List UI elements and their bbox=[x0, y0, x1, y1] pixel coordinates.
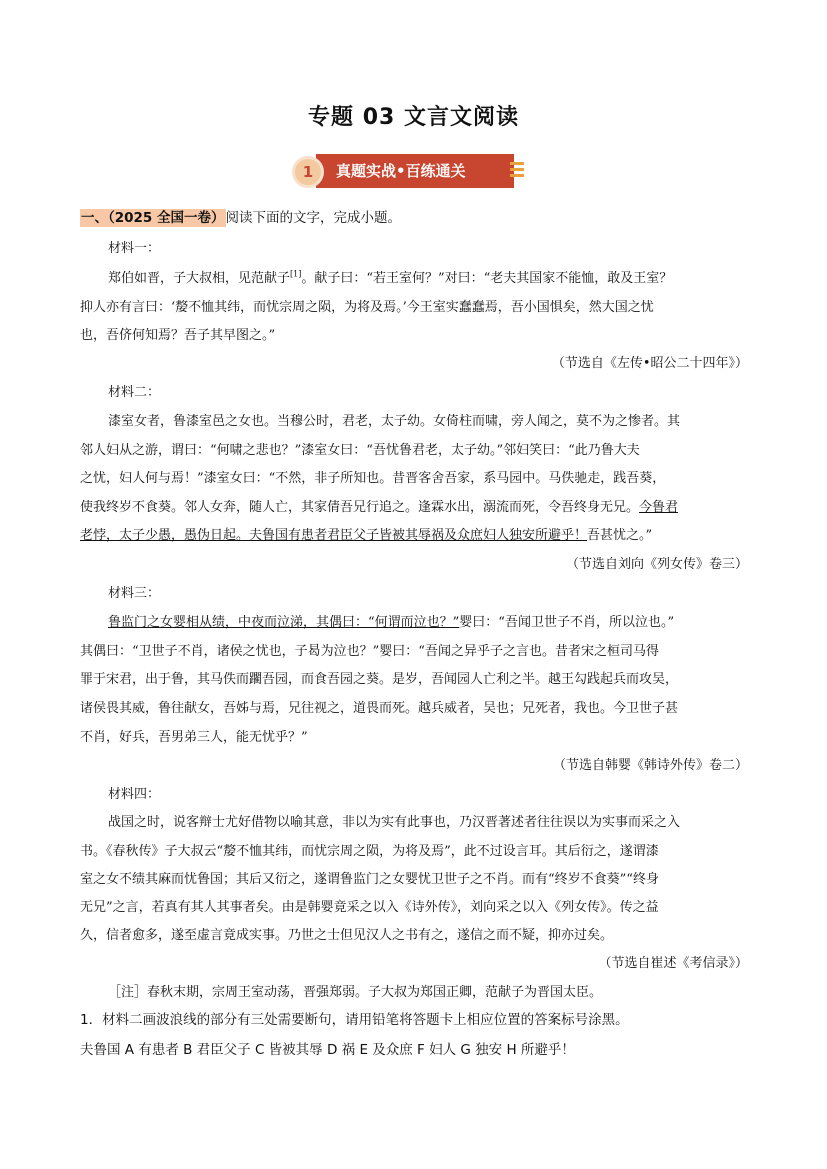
material-1-line: 也，吾侪何知焉？吾子其早图之。” bbox=[80, 328, 276, 343]
question-1-options: 夫鲁国 A 有患者 B 君臣父子 C 皆被其辱 D 祸 E 及众庶 F 妇人 G 独安 H 所避乎！ bbox=[80, 1042, 575, 1058]
banner-number: 1 bbox=[292, 156, 324, 188]
underlined-passage: 鲁监门之女婴相从绩，中夜而泣涕，其偶曰：“何谓而泣也？” bbox=[108, 615, 460, 630]
material-2-line: 老悖，太子少愚，愚伪日起。夫鲁国有患者君臣父子皆被其辱祸及众庶妇人独安所避乎！吾甚忧之。” bbox=[80, 528, 653, 543]
material-1-source: （节选自《左传•昭公二十四年》） bbox=[551, 356, 748, 371]
banner-label: 真题实战•百练通关 bbox=[316, 154, 514, 188]
page-title: 专题 03 文言文阅读 bbox=[308, 105, 519, 130]
underlined-passage: 老悖，太子少愚，愚伪日起。夫鲁国有患者君臣父子皆被其辱祸及众庶妇人独安所避乎！ bbox=[80, 528, 588, 543]
material-4-heading: 材料四： bbox=[108, 787, 161, 802]
material-3-line: 其偶曰：“卫世子不肖，诸侯之忧也，子曷为泣也？”婴曰：“吾闻之异乎子之言也。昔者宋之桓司马得 bbox=[80, 644, 659, 659]
material-2-source: （节选自刘向《列女传》卷三） bbox=[565, 557, 748, 572]
section-banner bbox=[292, 152, 532, 192]
material-3-line: 诸侯畏其威，鲁往献女，吾姊与焉，兄往视之，道畏而死。越兵威者，吴也；兄死者，我也。今卫世子甚 bbox=[80, 701, 679, 716]
material-2-line: 漆室女者，鲁漆室邑之女也。当穆公时，君老，太子幼。女倚柱而啸，旁人闻之，莫不为之惨者。其 bbox=[108, 414, 681, 429]
material-1-line: 郑伯如晋，子大叔相，见范献子[1]。献子曰：“若王室何？”对曰：“老夫其国家不能恤，敢及王室？ bbox=[108, 269, 673, 286]
material-4-line: 久，信者愈多，遂至虚言竟成实事。乃世之士但见汉人之书有之，遂信之而不疑，抑亦过矣。 bbox=[80, 928, 614, 943]
material-3-source: （节选自韩婴《韩诗外传》卷二） bbox=[552, 758, 748, 773]
material-3-line: 罪于宋君，出于鲁，其马佚而躙吾园，而食吾园之葵。是岁，吾闻园人亡利之半。越王勾践起兵而攻吴， bbox=[80, 672, 679, 687]
material-2-line: 之忧，妇人何与焉！”漆室女曰：“不然，非子所知也。昔晋客舍吾家，系马园中。马佚驰走，践吾葵， bbox=[80, 471, 666, 486]
question-heading bbox=[80, 206, 401, 226]
material-4-line: 无兄”之言，若真有其人其事者矣。由是韩婴竟采之以入《诗外传》，刘向采之以入《列女传》。传之益 bbox=[80, 900, 659, 915]
material-3-line: 鲁监门之女婴相从绩，中夜而泣涕，其偶曰：“何谓而泣也？”婴曰：“吾闻卫世子不肖，所以泣也。” bbox=[108, 615, 675, 630]
material-2-line: 邻人妇从之游，谓曰：“何啸之悲也？”漆室女曰：“吾忧鲁君老，太子幼。”邻妇笑曰：“此乃鲁大夫 bbox=[80, 443, 640, 458]
underlined-passage: 今鲁君 bbox=[639, 500, 679, 515]
question-tag: 一、（2025 全国一卷） bbox=[81, 210, 225, 226]
material-3-heading: 材料三： bbox=[108, 586, 161, 601]
banner-stripes-icon bbox=[510, 162, 524, 180]
material-2-heading: 材料二： bbox=[108, 385, 161, 400]
material-1-heading: 材料一： bbox=[108, 241, 161, 256]
material-2-line: 使我终岁不食葵。邻人女奔，随人亡，其家倩吾兄行追之。逢霖水出，溺流而死，令吾终身无兄。今鲁君 bbox=[80, 500, 679, 515]
question-1-stem: 1．材料二画波浪线的部分有三处需要断句，请用铅笔将答题卡上相应位置的答案标号涂黑。 bbox=[80, 1012, 629, 1028]
material-4-source: （节选自崔述《考信录》） bbox=[598, 956, 748, 971]
question-instruction: 阅读下面的文字，完成小题。 bbox=[225, 210, 402, 226]
material-1-line: 抑人亦有言曰：‘嫠不恤其纬，而忧宗周之陨，为将及焉。’今王室实蠢蠢焉，吾小国惧矣，然大国之忧 bbox=[80, 300, 654, 315]
footnote: ［注］春秋末期，宗周王室动荡，晋强郑弱。子大叔为郑国正卿，范献子为晋国太臣。 bbox=[108, 985, 603, 1000]
material-4-line: 战国之时，说客辩士尤好借物以喻其意，非以为实有此事也，乃汉晋著述者往往误以为实事而采之入 bbox=[108, 815, 681, 830]
material-4-line: 书。《春秋传》子大叔云“嫠不恤其纬，而忧宗周之陨，为将及焉”，此不过设言耳。其后衍之，遂谓漆 bbox=[80, 844, 659, 859]
material-4-line: 室之女不绩其麻而忧鲁国；其后又衍之，遂谓鲁监门之女婴忧卫世子之不肖。而有“终岁不食葵”“终身 bbox=[80, 872, 659, 887]
material-3-line: 不肖，好兵，吾男弟三人，能无忧乎？” bbox=[80, 730, 308, 745]
footnote-marker: [1] bbox=[290, 269, 302, 279]
